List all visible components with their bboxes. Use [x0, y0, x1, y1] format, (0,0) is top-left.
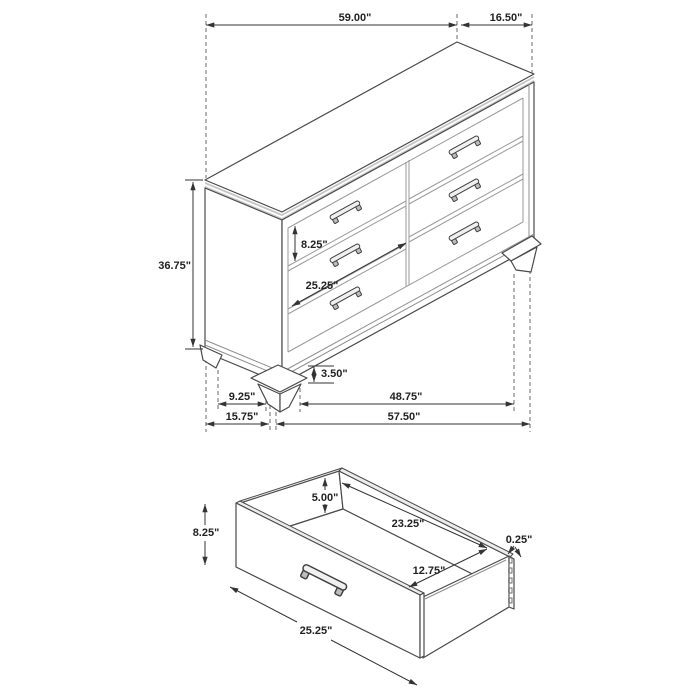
dim-label-drawer-height: 8.25" — [301, 239, 328, 251]
dim-label-panel-thickness: 0.25" — [505, 534, 533, 546]
dim-label-inner-depth: 12.75" — [412, 565, 446, 577]
dim-base-inner-width — [300, 391, 514, 404]
dim-foot-inset — [218, 391, 266, 404]
dim-top-width — [206, 12, 457, 25]
dim-label-base-inner-width: 48.75" — [389, 391, 423, 403]
dim-leg-height — [308, 366, 348, 383]
dim-base-width — [276, 411, 530, 424]
dresser-body — [205, 42, 534, 384]
dim-label-front-height: 8.25" — [192, 527, 220, 539]
dim-label-top-width: 59.00" — [338, 12, 372, 24]
dim-label-inner-height: 5.00" — [311, 492, 339, 504]
dim-height — [158, 180, 203, 349]
dim-label-front-width: 25.25" — [299, 625, 333, 637]
dim-top-depth — [461, 12, 532, 25]
dresser-view — [158, 12, 541, 432]
drawer-box-body — [236, 468, 514, 658]
dim-front-height — [193, 504, 220, 565]
dim-label-top-depth: 16.50" — [489, 12, 523, 24]
dim-label-base-depth: 15.75" — [225, 411, 259, 423]
dim-label-drawer-width: 25.25" — [305, 280, 339, 292]
drawer-box-view — [193, 468, 533, 685]
dim-label-base-width: 57.50" — [387, 411, 421, 423]
dim-label-foot-inset: 9.25" — [228, 391, 256, 403]
dim-label-inner-width: 23.25" — [391, 518, 425, 530]
dim-base-depth — [206, 411, 269, 424]
dim-label-leg-height: 3.50" — [321, 368, 348, 380]
dim-label-height: 36.75" — [158, 260, 191, 272]
